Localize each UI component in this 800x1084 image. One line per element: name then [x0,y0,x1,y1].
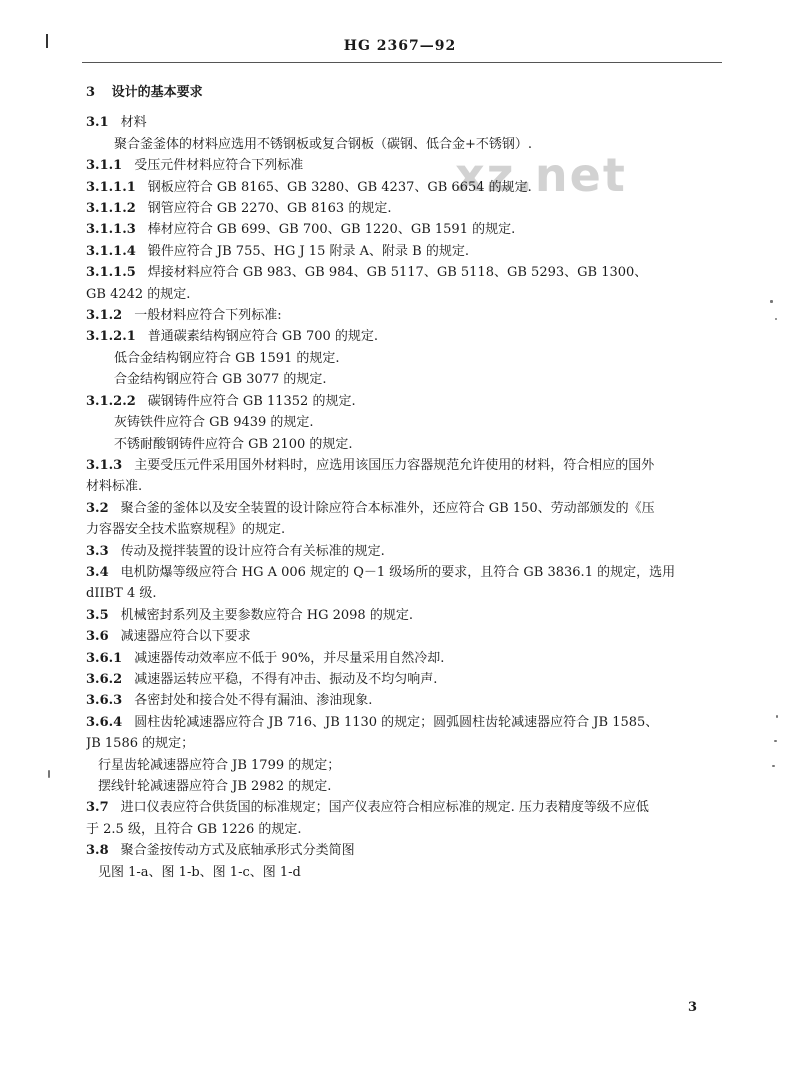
clause-number: 3.1.1 [86,158,123,174]
clause-number: 3.1.1.3 [86,222,136,238]
clause-number: 3.6.3 [86,693,123,709]
clause-number: 3.1.1.2 [86,201,136,217]
clause-number: 3.1.1.5 [86,265,136,281]
clause-text: 减速器应符合以下要求 [120,629,251,645]
clause-number: 3.1.2.1 [86,329,136,345]
page-number: 3 [688,1000,698,1015]
clause-text: 棒材应符合 GB 699、GB 700、GB 1220、GB 1591 的规定. [147,222,516,238]
scan-speck [774,740,777,742]
section-number: 3 [86,85,96,100]
clause-text: 进口仪表应符合供货国的标准规定；国产仪表应符合相应标准的规定. 压力表精度等级不应低 [120,800,649,816]
clause-number: 3.1.1.4 [86,243,136,259]
clause-text: 灰铸铁件应符合 GB 9439 的规定. [114,415,314,431]
scan-speck [772,765,775,767]
clause-text: 材料 [120,115,147,131]
clause-text: 钢管应符合 GB 2270、GB 8163 的规定. [147,201,392,217]
scan-speck [775,318,777,320]
clause-number: 3.5 [86,607,109,623]
clause-text: 各密封处和接合处不得有漏油、渗油现象. [134,693,373,709]
clause-text: 受压元件材料应符合下列标准 [134,158,304,174]
clause-number: 3.1.2 [86,308,123,324]
clause-text: 主要受压元件采用国外材料时，应选用该国压力容器规范允许使用的材料，符合相应的国外 [134,457,655,473]
header-rule [82,62,722,63]
clause-text: 焊接材料应符合 GB 983、GB 984、GB 5117、GB 5118、GB 5293、GB 1300、 [147,265,648,281]
clause-text: 力容器安全技术监察规程》的规定. [86,522,286,538]
clause-number: 3.7 [86,800,109,816]
clause-number: 3.8 [86,843,109,859]
clause-number: 3.1.1.1 [86,179,136,195]
clause-number: 3.1.3 [86,457,123,473]
clause-text: 不锈耐酸钢铸件应符合 GB 2100 的规定. [114,436,353,452]
clause-text: 机械密封系列及主要参数应符合 HG 2098 的规定. [120,607,413,623]
clause-text: 锻件应符合 JB 755、HG J 15 附录 A、附录 B 的规定. [147,243,469,259]
clause-text: 碳钢铸件应符合 GB 11352 的规定. [147,393,356,409]
document-body [86,82,726,883]
clause-text: 圆柱齿轮减速器应符合 JB 716、JB 1130 的规定；圆弧圆柱齿轮减速器应符合 JB 1585、 [134,714,659,730]
clause-text: 合金结构钢应符合 GB 3077 的规定. [114,372,327,388]
clause-number: 3.4 [86,564,109,580]
clause-number: 3.6.2 [86,671,123,687]
clause-text: 行星齿轮减速器应符合 JB 1799 的规定； [98,757,341,773]
scan-speck [770,300,773,303]
clause-text: 一般材料应符合下列标准: [134,308,282,324]
clause-text: 材料标准. [86,479,143,495]
clause-text: 于 2.5 级，且符合 GB 1226 的规定. [86,821,302,837]
clause-number: 3.6 [86,629,109,645]
clause-number: 3.2 [86,500,109,516]
clause-text: 传动及搅拌装置的设计应符合有关标准的规定. [120,543,385,559]
clause-text: 低合金结构钢应符合 GB 1591 的规定. [114,350,340,366]
clause-text: 减速器传动效率应不低于 90%，并尽量采用自然冷却. [134,650,445,666]
clause-text: 见图 1-a、图 1-b、图 1-c、图 1-d [98,864,301,880]
clause-text: 聚合釜的釜体以及安全装置的设计除应符合本标准外，还应符合 GB 150、劳动部颁发的《压 [120,500,655,516]
clause-text: 聚合釜釜体的材料应选用不锈钢板或复合钢板（碳钢、低合金+不锈钢）. [114,136,533,152]
clause-text: 摆线针轮减速器应符合 JB 2982 的规定. [98,779,332,794]
clause-number: 3.3 [86,543,109,559]
clause-number: 3.6.4 [86,714,123,730]
standard-code-header: HG 2367—92 [343,38,457,54]
watermark: xz.net [455,148,627,202]
section-heading [86,82,726,103]
clause-text: dIIBT 4 级. [86,586,157,602]
clause-text: 钢板应符合 GB 8165、GB 3280、GB 4237、GB 6654 的规定. [147,179,532,195]
clause-text: 电机防爆等级应符合 HG A 006 规定的 Q－1 级场所的要求，且符合 GB 3836.1 的规定，选用 [120,564,676,580]
clause-text: 聚合釜按传动方式及底轴承形式分类简图 [120,843,355,859]
clause-text: 普通碳素结构钢应符合 GB 700 的规定. [147,329,379,345]
clause-text: JB 1586 的规定； [86,736,195,752]
scan-speck [776,715,778,718]
clause-number: 3.1.2.2 [86,393,136,409]
section-title: 设计的基本要求 [111,85,203,100]
scan-speck [48,770,50,778]
clause-number: 3.1 [86,115,109,131]
clause-number: 3.6.1 [86,650,123,666]
clause-text: GB 4242 的规定. [86,286,191,302]
clause-text: 减速器运转应平稳，不得有冲击、振动及不均匀响声. [134,671,438,687]
